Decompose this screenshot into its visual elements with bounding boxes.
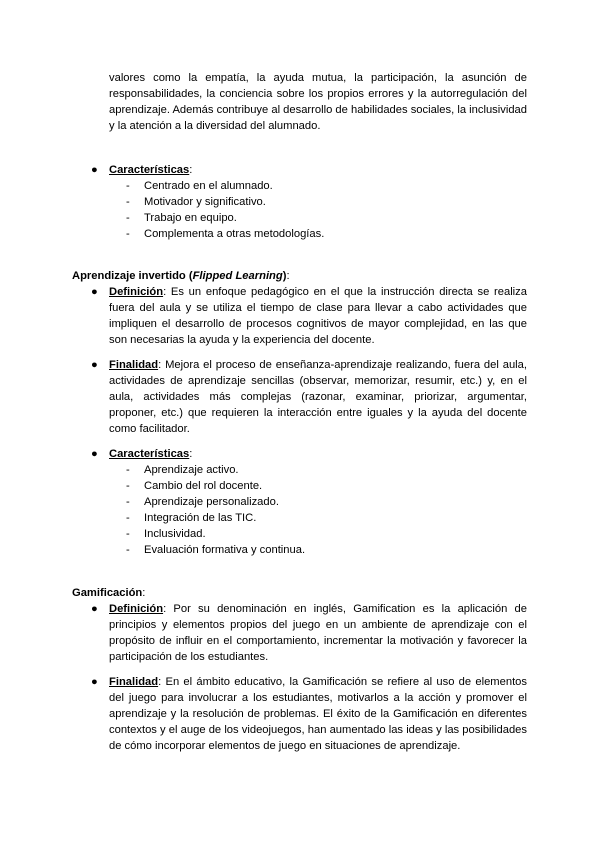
list-item: - Evaluación formativa y continua.	[126, 544, 306, 556]
bullet-icon: ●	[91, 286, 98, 298]
bullet-icon: ●	[91, 164, 98, 176]
section-heading-gamificacion: Gamificación:	[72, 587, 146, 599]
continuation-paragraph: valores como la empatía, la ayuda mutua, la participación, la asunción de responsabilidades, la conciencia sobre los propios errores y la autorregulación del aprendizaje. Además contribuye al desarrollo de habilidades sociales, la inclusividad y la atención a la diversidad del alumnado.	[109, 72, 527, 132]
bullet-icon: ●	[91, 676, 98, 688]
finalidad-bullet-3: ● Finalidad: En el ámbito educativo, la Gamificación se refiere al uso de elementos del juego para involucrar a los estudiantes, motivarlos a la acción y promover el aprendizaje y la resolución de problemas. El éxito de la Gamificación en diferentes contextos y el auge de los videojuegos, han aumentado las ideas y las posibilidades de cómo incorporar elementos de juego en situaciones de aprendizaje.	[91, 676, 527, 752]
list-item: - Complementa a otras metodologías.	[126, 228, 325, 240]
caracteristicas-bullet-2: ● Características:	[91, 448, 193, 460]
list-item: - Integración de las TIC.	[126, 512, 257, 524]
caracteristicas-bullet-1: ● Características:	[91, 164, 193, 176]
list-item: - Aprendizaje activo.	[126, 464, 239, 476]
list-item: - Motivador y significativo.	[126, 196, 266, 208]
list-item: - Centrado en el alumnado.	[126, 180, 273, 192]
bullet-icon: ●	[91, 448, 98, 460]
list-item: - Trabajo en equipo.	[126, 212, 237, 224]
bullet-icon: ●	[91, 359, 98, 371]
section-heading-flipped: Aprendizaje invertido (Flipped Learning):	[72, 270, 290, 282]
list-item: - Cambio del rol docente.	[126, 480, 263, 492]
definicion-bullet-2: ● Definición: Es un enfoque pedagógico en el que la instrucción directa se realiza fuera del aula y se utiliza el tiempo de clase para llevar a cabo actividades que impliquen el desarrollo de procesos cognitivos de mayor complejidad, en las que son necesarias la ayuda y la experiencia del docente.	[91, 286, 527, 346]
bullet-icon: ●	[91, 603, 98, 615]
finalidad-bullet-2: ● Finalidad: Mejora el proceso de enseñanza-aprendizaje realizando, fuera del aula, actividades de aprendizaje sencillas (observar, memorizar, resumir, etc.) y, en el aula, actividades más complejas (razonar, examinar, priorizar, argumentar, proponer, etc.) que requieren la interacción entre iguales y la ayuda del docente como facilitador.	[91, 359, 527, 435]
list-item: - Aprendizaje personalizado.	[126, 496, 279, 508]
caracteristicas-label: Características	[109, 164, 190, 176]
definicion-bullet-3: ● Definición: Por su denominación en inglés, Gamification es la aplicación de principios y elementos propios del juego en un ambiente de aprendizaje con el propósito de influir en el comportamiento, incrementar la motivación y favorecer la participación de los estudiantes.	[91, 603, 527, 663]
list-item: - Inclusividad.	[126, 528, 206, 540]
